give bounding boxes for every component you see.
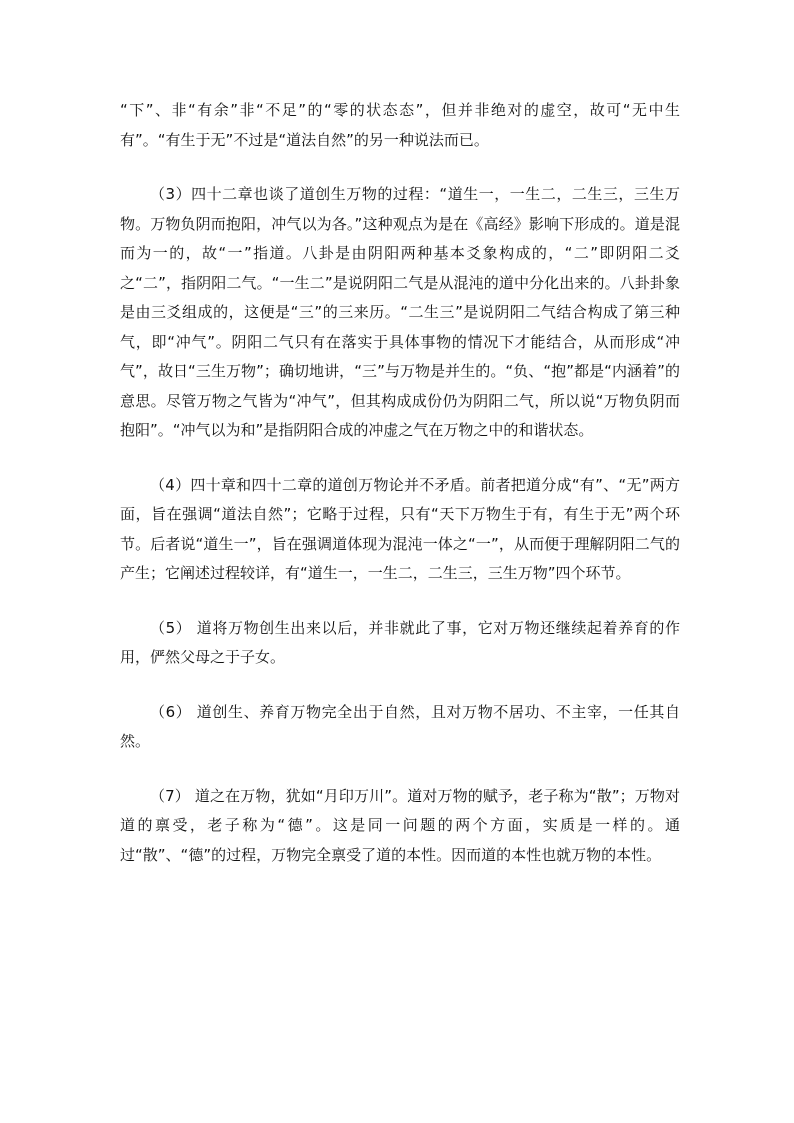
paragraph-point-3: （3）四十二章也谈了道创生万物的过程：“道生一，一生二，二生三，三生万物。万物负阴而抱阳，冲气以为各。”这种观点为是在《高经》影响下形成的。道是混而为一的，故“一”指道。八卦是由阴阳两种基本爻象构成的，“二”即阴阳二爻之“二”，指阴阳二气。“一生二”是说阴阳二气是从混沌的道中分化出来的。八卦卦象是由三爻组成的，这便是“三”的三来历。“二生三”是说阴阳二气结合构成了第三种气，即“冲气”。阴阳二气只有在落实于具体事物的情况下才能结合，从而形成“冲气”，故日“三生万物”；确切地讲，“三”与万物是并生的。“负、“抱”都是“内涵着”的意思。尽管万物之气皆为“冲气”，但其构成成份仍为阴阳二气，所以说“万物负阴而抱阳”。“冲气以为和”是指阴阳合成的冲虚之气在万物之中的和谐状态。 — [120, 185, 680, 439]
paragraph-point-7: （7） 道之在万物，犹如“月印万川”。道对万物的赋予，老子称为“散”；万物对道的禀受，老子称为“德”。这是同一问题的两个方面，实质是一样的。通过“散”、“德”的过程，万物完全禀受了道的本性。因而道的本性也就万物的本性。 — [120, 786, 680, 864]
paragraph-continuation: “下”、非“有余”非“不足”的“零的状态态”，但并非绝对的虚空，故可“无中生有”。“有生于无”不过是“道法自然”的另一种说法而已。 — [120, 101, 680, 149]
document-page — [120, 96, 680, 870]
paragraph-point-5: （5） 道将万物创生出来以后，并非就此了事，它对万物还继续起着养育的作用，俨然父母之于子女。 — [120, 618, 680, 666]
paragraph-point-6: （6） 道创生、养育万物完全出于自然，且对万物不居功、不主宰，一任其自然。 — [120, 702, 680, 750]
paragraph-point-4: （4）四十章和四十二章的道创万物论并不矛盾。前者把道分成“有”、“无”两方面，旨在强调“道法自然”；它略于过程，只有“天下万物生于有，有生于无”两个环节。后者说“道生一”，旨在强调道体现为混沌一体之“一”，从而便于理解阴阳二气的产生；它阐述过程较详，有“道生一，一生二，二生三，三生万物”四个环节。 — [120, 475, 680, 582]
